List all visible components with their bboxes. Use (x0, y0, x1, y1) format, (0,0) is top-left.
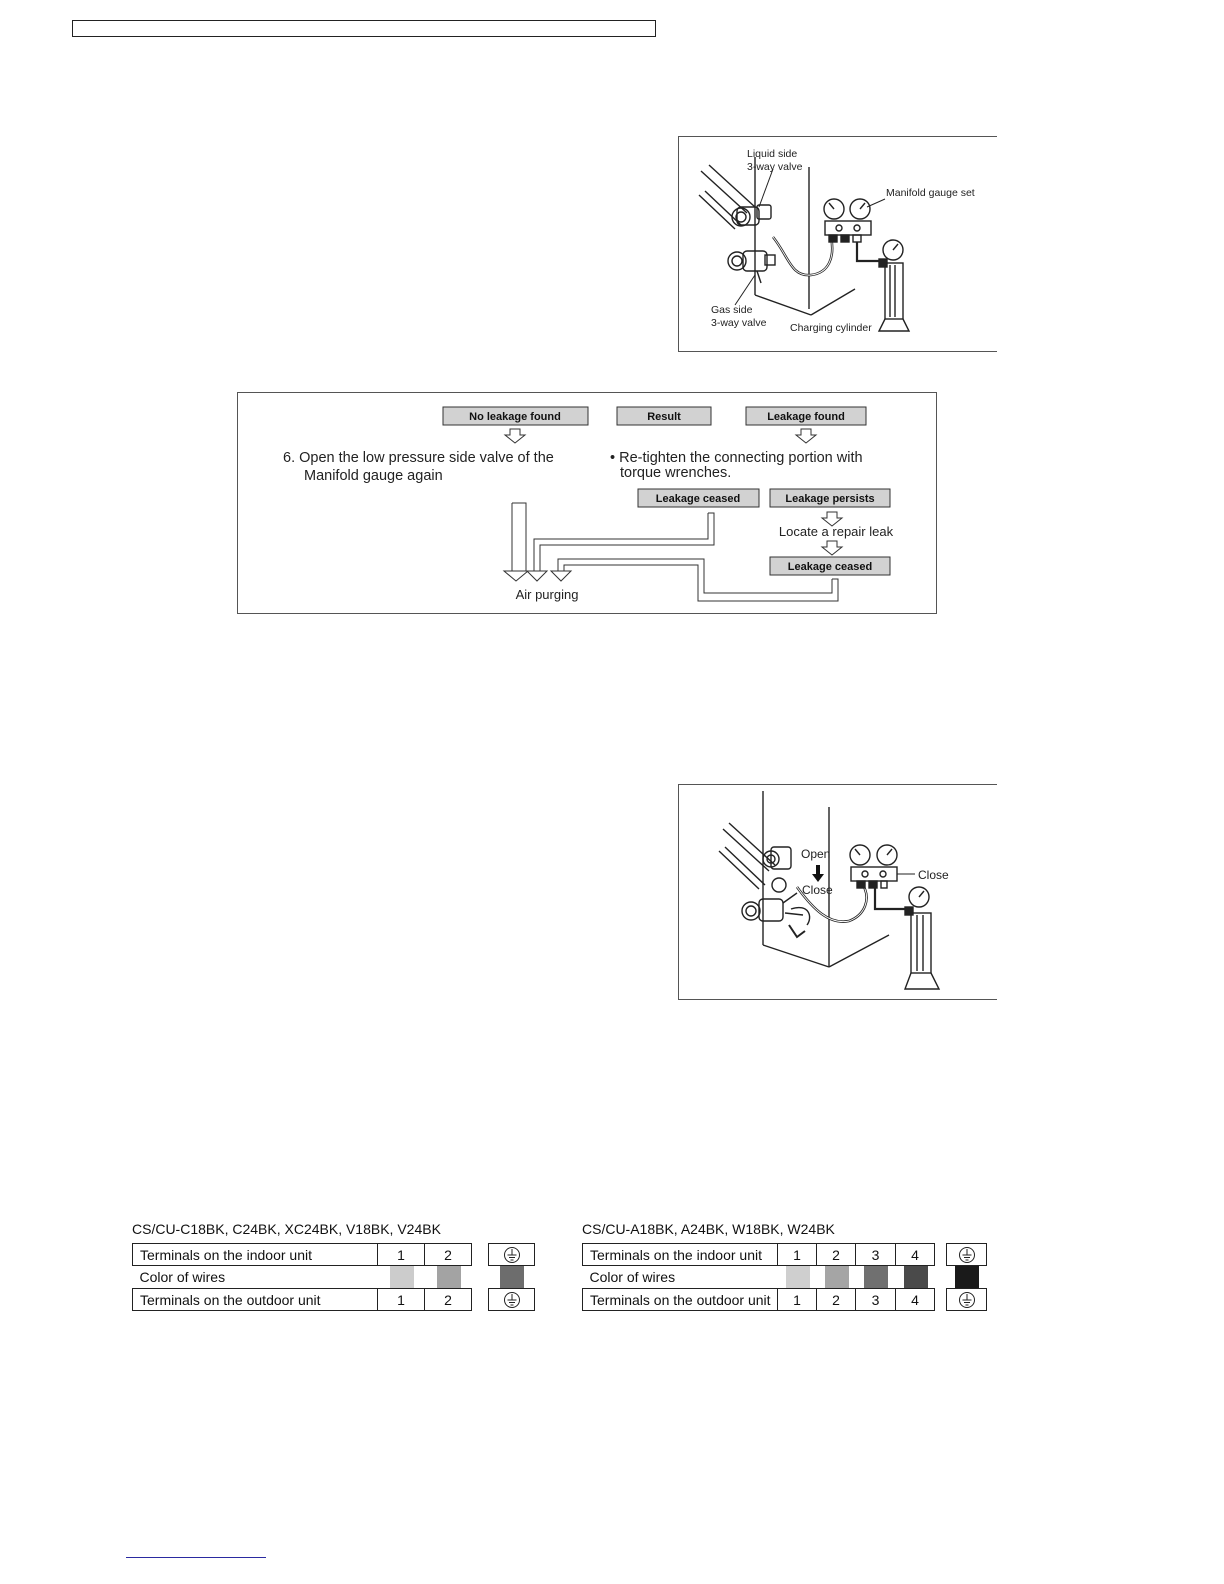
color-of-wires-label: Color of wires (139, 1269, 226, 1285)
footer-link-underline[interactable] (126, 1557, 266, 1558)
retighten-text-line2: torque wrenches. (620, 465, 732, 481)
terminal-cell: 2 (425, 1289, 472, 1311)
outdoor-terminals-row (583, 1289, 987, 1311)
result-label: Result (647, 411, 681, 423)
outdoor-unit-label: Terminals on the outdoor unit (583, 1289, 778, 1311)
wiring-table-left (132, 1243, 535, 1311)
retighten-text-line1: • Re-tighten the connecting portion with (610, 450, 863, 466)
terminal-cell: 2 (817, 1244, 856, 1266)
wire-color-row (583, 1266, 987, 1289)
no-leakage-found-label: No leakage found (469, 411, 561, 423)
indoor-unit-label: Terminals on the indoor unit (583, 1244, 778, 1266)
leakage-ceased-label: Leakage ceased (655, 493, 741, 505)
outdoor-terminals-row (133, 1289, 535, 1311)
earth-wire-color-swatch (955, 1266, 979, 1288)
terminal-cell: 4 (896, 1244, 935, 1266)
flowchart-diagram (238, 393, 936, 613)
leakage-persists-label: Leakage persists (785, 493, 875, 505)
earth-ground-icon (503, 1291, 521, 1309)
down-arrow-icon (505, 429, 525, 443)
wiring-left-title: CS/CU-C18BK, C24BK, XC24BK, V18BK, V24BK (132, 1221, 441, 1237)
open-label: Open (801, 847, 831, 861)
terminal-cell: 1 (378, 1244, 425, 1266)
terminal-cell: 1 (378, 1289, 425, 1311)
wiring-right-title: CS/CU-A18BK, A24BK, W18BK, W24BK (582, 1221, 835, 1237)
earth-terminal-cell (489, 1289, 535, 1311)
terminal-cell: 3 (856, 1289, 896, 1311)
terminal-cell: 2 (425, 1244, 472, 1266)
wire-color-row (133, 1266, 535, 1289)
wire-color-swatch (786, 1266, 810, 1288)
earth-ground-icon (503, 1246, 521, 1264)
terminal-cell: 3 (856, 1244, 896, 1266)
indoor-unit-label: Terminals on the indoor unit (133, 1244, 378, 1266)
down-arrow-icon (822, 541, 842, 555)
indoor-terminals-row (133, 1244, 535, 1266)
terminal-cell: 1 (778, 1289, 817, 1311)
manifold-setup-illustration (679, 137, 997, 351)
step6-text-line1: 6. Open the low pressure side valve of the (283, 450, 554, 466)
step6-text-line2: Manifold gauge again (304, 468, 443, 484)
color-of-wires-label: Color of wires (589, 1269, 676, 1285)
leak-test-flowchart (237, 392, 937, 614)
leakage-found-label: Leakage found (767, 411, 845, 423)
locate-repair-leak-label: Locate a repair leak (778, 524, 894, 539)
merge-arrow-icon (504, 571, 528, 581)
gas-side-label-2: 3-way valve (711, 317, 767, 329)
merge-arrow-icon (551, 571, 571, 581)
wire-color-swatch (390, 1266, 414, 1288)
terminal-cell: 1 (778, 1244, 817, 1266)
page-header-bar (72, 20, 656, 37)
wire-color-swatch (904, 1266, 928, 1288)
earth-terminal-cell (947, 1289, 987, 1311)
liquid-side-label-2: 3-way valve (747, 161, 803, 173)
earth-terminal-cell (947, 1244, 987, 1266)
close-label-left: Close (802, 883, 833, 897)
charging-cylinder-label: Charging cylinder (790, 322, 872, 334)
air-purging-label: Air purging (515, 587, 579, 602)
earth-terminal-cell (489, 1244, 535, 1266)
figure-valve-open-close (678, 784, 997, 1000)
close-label-right: Close (918, 868, 949, 882)
wire-color-swatch (864, 1266, 888, 1288)
valve-open-close-illustration (679, 785, 997, 999)
liquid-side-label: Liquid side (747, 148, 798, 160)
earth-ground-icon (958, 1246, 976, 1264)
terminal-cell: 4 (896, 1289, 935, 1311)
wire-color-swatch (437, 1266, 461, 1288)
gas-side-label: Gas side (711, 304, 753, 316)
down-arrow-icon (796, 429, 816, 443)
wire-color-swatch (825, 1266, 849, 1288)
wiring-table-right (582, 1243, 987, 1311)
manifold-gauge-label: Manifold gauge set (886, 187, 975, 199)
merge-arrow-icon (527, 571, 547, 581)
terminal-cell: 2 (817, 1289, 856, 1311)
outdoor-unit-label: Terminals on the outdoor unit (133, 1289, 378, 1311)
open-direction-arrow-icon (812, 865, 824, 882)
earth-wire-color-swatch (500, 1266, 524, 1288)
indoor-terminals-row (583, 1244, 987, 1266)
figure-manifold-gauge-setup (678, 136, 997, 352)
leakage-ceased-label-2: Leakage ceased (787, 561, 873, 573)
earth-ground-icon (958, 1291, 976, 1309)
